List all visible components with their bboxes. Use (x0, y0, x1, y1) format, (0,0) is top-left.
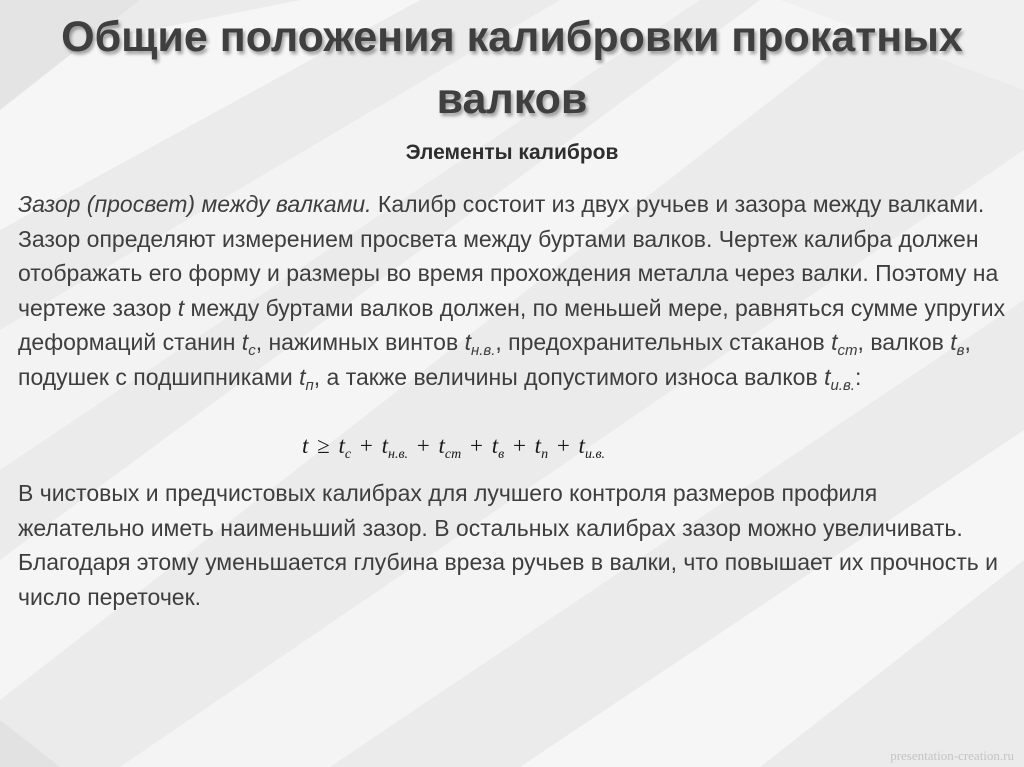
formula-term-sub: ст (444, 447, 462, 462)
symbol-t: t (299, 363, 306, 390)
formula-relation: ≥ (317, 433, 330, 458)
formula-plus: + (469, 433, 483, 458)
paragraph-text: , а также величины допустимого износа валков (313, 363, 825, 390)
subscript-c: с (248, 342, 256, 359)
gap-formula (302, 429, 605, 463)
formula-plus: + (556, 433, 570, 458)
symbol-t: t (950, 329, 957, 355)
formula-term-symbol: t (534, 433, 542, 458)
subscript-p: п (305, 376, 314, 394)
symbol-t: t (464, 329, 471, 355)
symbol-t: t (241, 329, 249, 355)
formula-term-sub: и.в. (584, 447, 606, 462)
paragraph-text: , подушек с подшипниками (18, 329, 971, 390)
formula-term-sub: н.в. (388, 447, 409, 462)
subscript-st: ст (837, 342, 858, 359)
formula-term-symbol: t (491, 433, 499, 458)
paragraph-text: : (854, 363, 862, 390)
formula-plus: + (512, 433, 526, 458)
paragraph-text: , валков (857, 329, 951, 355)
paragraph-lead-italic: Зазор (просвет) между валками. (18, 191, 372, 217)
paragraph-gap-definition (18, 187, 1008, 394)
formula-term-symbol: t (438, 433, 445, 458)
section-subtitle: Элементы калибров (405, 141, 619, 164)
subscript-nv: н.в. (470, 342, 496, 359)
paragraph-text: , нажимных винтов (255, 329, 465, 355)
formula-plus: + (359, 433, 373, 458)
subscript-iv: и.в. (830, 376, 855, 394)
paragraph-text: между буртами валков должен, по меньшей мере, равняться сумме упругих деформаций станин (18, 294, 1006, 355)
symbol-t: t (831, 329, 838, 355)
subscript-v: в (956, 342, 965, 359)
paragraph-text: Калибр состоит из двух ручьев и зазора между валками. Зазор определяют измерением просвета между буртами валков. Чертеж калибра должен отображать его форму и размеры во время прохождения металла через валки. Поэтому на чертеже зазор (18, 191, 999, 321)
formula-plus: + (416, 433, 430, 458)
formula-term-sub: п (541, 447, 549, 462)
formula-term-symbol: t (381, 433, 388, 458)
formula-term-symbol: t (338, 433, 345, 458)
formula-term-sub: в (498, 447, 505, 462)
site-watermark: presentation-creation.ru (890, 748, 1014, 763)
formula-term-symbol: t (578, 433, 585, 458)
slide-title: Общие положения калибровки прокатных валков (61, 13, 963, 123)
symbol-t: t (177, 294, 185, 321)
symbol-t: t (824, 363, 831, 390)
paragraph-finishing-passes: В чистовых и предчистовых калибрах для лучшего контроля размеров профиля желательно иметь наименьший зазор. В остальных калибрах зазор можно увеличивать. Благодаря этому уменьшается глубина вреза ручьев в валки, что повышает их прочность и число переточек. (18, 480, 998, 610)
formula-lhs: t (302, 433, 309, 458)
paragraph-text: , предохранительных стаканов (495, 329, 832, 355)
formula-term-sub: с (344, 447, 352, 462)
